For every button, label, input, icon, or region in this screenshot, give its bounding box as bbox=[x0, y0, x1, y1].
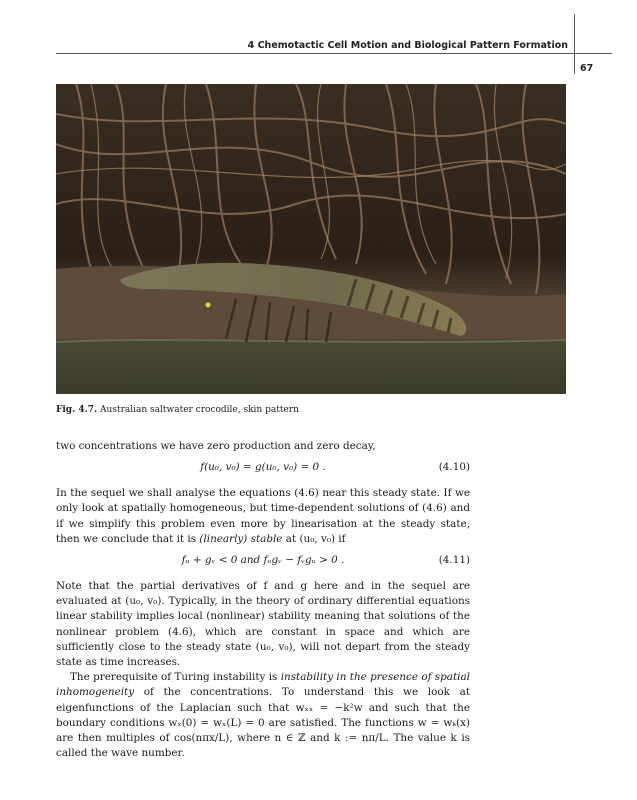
paragraph-4-text-a: The prerequisite of Turing instability is bbox=[70, 671, 281, 684]
figure-caption-text: Australian saltwater crocodile, skin pattern bbox=[100, 405, 299, 415]
paragraph-2-emphasis: (linearly) stable bbox=[199, 532, 283, 545]
crocodile-photo bbox=[56, 84, 566, 394]
paragraph-4-text-c: of the concentrations. To understand this we look at eigenfunctions of the Laplacian such that wₓₓ = −k²w and such that the boundary conditions wₓ(0) = wₓ(L) = 0 are satisfied. The functions w = wₖ(x) are then multiples of cos(nπx/L), where n ∈ ℤ and k := nπ/L. The value k is called the wave number. bbox=[56, 686, 470, 760]
equation-4-10-number: (4.10) bbox=[438, 461, 470, 474]
equation-4-11 bbox=[56, 553, 470, 573]
equation-4-10 bbox=[56, 460, 470, 480]
figure-label: Fig. 4.7. bbox=[56, 405, 98, 415]
header-horizontal-rule bbox=[56, 53, 612, 54]
running-head: 4 Chemotactic Cell Motion and Biological Pattern Formation bbox=[247, 40, 568, 51]
equation-4-10-expression: f(u₀, v₀) = g(u₀, v₀) = 0 . bbox=[200, 461, 326, 474]
equation-4-11-expression: fᵤ + gᵥ < 0 and fᵤgᵥ − fᵥgᵤ > 0 . bbox=[181, 554, 345, 567]
paragraph-4 bbox=[56, 670, 470, 761]
paragraph-1: two concentrations we have zero production and zero decay, bbox=[56, 440, 376, 452]
header-vertical-rule bbox=[574, 14, 575, 74]
body-text bbox=[56, 439, 470, 761]
paragraph-3: Note that the partial derivatives of f and g here and in the sequel are evaluated at (u₀, v₀). Typically, in the theory of ordinary differential equations linear stability implies local (nonlinear) stability meaning that solutions of the nonlinear problem (4.6), which are constant in space and which are sufficiently close to the steady state (u₀, v₀), will not depart from the steady state as time increases. bbox=[56, 580, 470, 669]
page-number: 67 bbox=[580, 63, 594, 74]
paragraph-2-text-a: In the sequel we shall analyse the equations (4.6) near this steady state. If we only look at spatially homogeneous, but time-dependent solutions of (4.6) and if we simplify this problem even more by linearisation at the steady state, then we conclude that it is bbox=[56, 487, 470, 545]
figure-caption bbox=[56, 405, 566, 415]
paragraph-2-text-c: at (u₀, v₀) if bbox=[282, 532, 346, 545]
figure-photo-crocodile bbox=[56, 84, 566, 394]
paragraph-2 bbox=[56, 486, 470, 547]
paragraph-4-emphasis: instability in the presence of spatial inhomogeneity bbox=[56, 671, 470, 699]
equation-4-11-number: (4.11) bbox=[438, 554, 470, 567]
